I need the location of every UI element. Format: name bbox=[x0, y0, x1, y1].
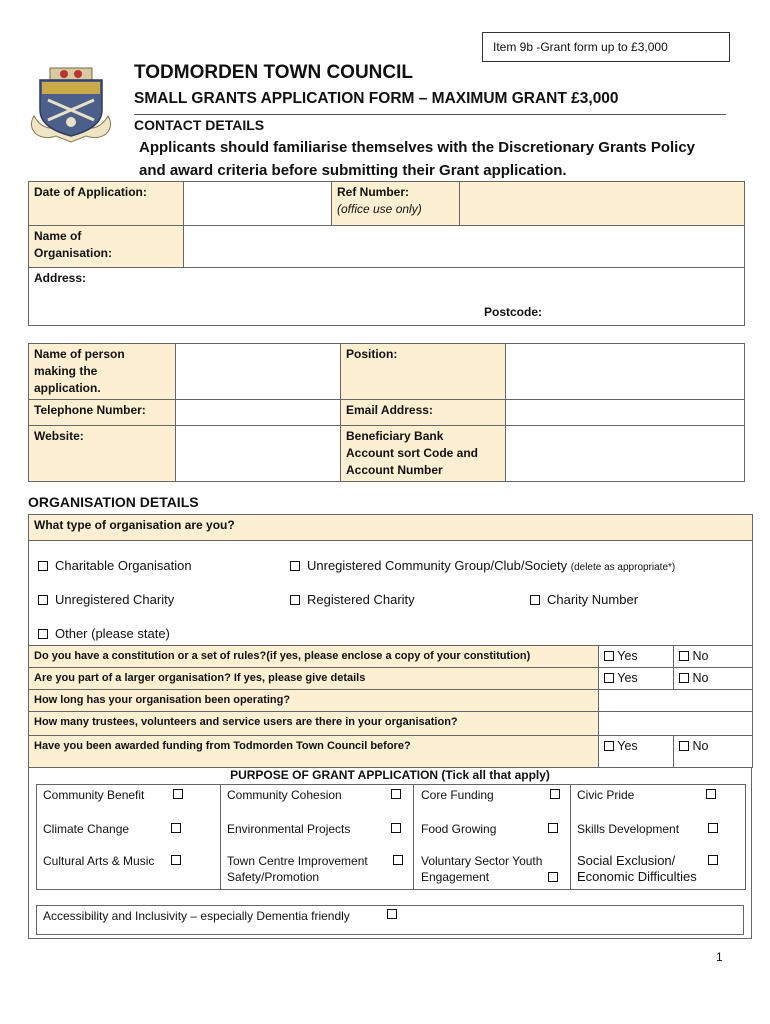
ref-office-note: (office use only) bbox=[337, 202, 422, 216]
checkbox-icon[interactable] bbox=[604, 673, 614, 683]
person-label-line2: making the bbox=[34, 364, 98, 378]
form-title: SMALL GRANTS APPLICATION FORM – MAXIMUM GRANT £3,000 bbox=[134, 90, 619, 107]
council-crest-icon bbox=[26, 64, 116, 144]
purpose-community-cohesion[interactable]: Community Cohesion bbox=[227, 788, 342, 802]
purpose-social-exclusion[interactable]: Social Exclusion/ Economic Difficulties bbox=[577, 853, 697, 884]
org-type-options bbox=[29, 541, 753, 646]
intro-line-2: and award criteria before submitting their Grant application. bbox=[139, 162, 567, 179]
person-field[interactable] bbox=[176, 344, 341, 400]
person-label-line1: Name of person bbox=[34, 347, 125, 361]
funded-before-no[interactable]: No bbox=[674, 736, 753, 768]
email-field[interactable] bbox=[506, 400, 745, 426]
bank-label bbox=[341, 426, 506, 482]
applicant-table bbox=[28, 343, 745, 482]
option-other[interactable]: Other (please state) bbox=[38, 625, 170, 642]
intro-text bbox=[139, 136, 739, 182]
purpose-town-centre[interactable]: Town Centre Improvement Safety/Promotion bbox=[227, 854, 368, 884]
org-name-label-line1: Name of bbox=[34, 229, 82, 243]
bank-field[interactable] bbox=[506, 426, 745, 482]
intro-line-1: Applicants should familiarise themselves with the Discretionary Grants Policy bbox=[139, 139, 696, 156]
checkbox-icon[interactable] bbox=[391, 823, 401, 833]
larger-org-question: Are you part of a larger organisation? If yes, please give details bbox=[29, 668, 599, 690]
council-name: TODMORDEN TOWN COUNCIL bbox=[134, 62, 414, 83]
purpose-core-funding[interactable]: Core Funding bbox=[421, 788, 494, 802]
org-name-label bbox=[29, 226, 184, 268]
funded-before-yes[interactable]: Yes bbox=[599, 736, 674, 768]
option-unregistered-group[interactable]: Unregistered Community Group/Club/Society (delete as appropriate*) bbox=[290, 557, 675, 576]
funded-before-question: Have you been awarded funding from Todmorden Town Council before? bbox=[29, 736, 599, 768]
bank-label-line3: Account Number bbox=[346, 463, 443, 477]
checkbox-icon[interactable] bbox=[550, 789, 560, 799]
purpose-voluntary-youth[interactable]: Voluntary Sector Youth Engagement bbox=[421, 854, 543, 884]
header-divider bbox=[134, 114, 726, 115]
checkbox-icon[interactable] bbox=[387, 909, 397, 919]
option-unregistered-charity[interactable]: Unregistered Charity bbox=[38, 591, 174, 608]
org-name-label-line2: Organisation: bbox=[34, 246, 113, 260]
how-long-field[interactable] bbox=[599, 690, 753, 712]
checkbox-icon[interactable] bbox=[38, 595, 48, 605]
purpose-col-divider-3 bbox=[570, 785, 571, 889]
organisation-table bbox=[28, 514, 753, 768]
checkbox-icon[interactable] bbox=[708, 855, 718, 865]
constitution-yes[interactable]: Yes bbox=[599, 646, 674, 668]
checkbox-icon[interactable] bbox=[706, 789, 716, 799]
org-type-question: What type of organisation are you? bbox=[29, 515, 753, 541]
ref-number-label bbox=[332, 182, 460, 226]
checkbox-icon[interactable] bbox=[171, 823, 181, 833]
ref-number-text: Ref Number: bbox=[337, 185, 410, 199]
email-label: Email Address: bbox=[341, 400, 506, 426]
checkbox-icon[interactable] bbox=[530, 595, 540, 605]
checkbox-icon[interactable] bbox=[708, 823, 718, 833]
checkbox-icon[interactable] bbox=[173, 789, 183, 799]
person-label-line3: application. bbox=[34, 381, 101, 395]
person-label bbox=[29, 344, 176, 400]
constitution-question: Do you have a constitution or a set of rules?(if yes, please enclose a copy of your constitution) bbox=[29, 646, 599, 668]
how-long-question: How long has your organisation been operating? bbox=[29, 690, 599, 712]
delete-note: (delete as appropriate*) bbox=[570, 562, 676, 573]
item-reference-box: Item 9b -Grant form up to £3,000 bbox=[482, 32, 730, 62]
website-label: Website: bbox=[29, 426, 176, 482]
larger-org-no[interactable]: No bbox=[674, 668, 753, 690]
option-charity-number[interactable]: Charity Number bbox=[530, 591, 638, 608]
checkbox-icon[interactable] bbox=[548, 823, 558, 833]
purpose-civic-pride[interactable]: Civic Pride bbox=[577, 788, 635, 802]
purpose-food-growing[interactable]: Food Growing bbox=[421, 822, 497, 836]
address-field[interactable] bbox=[29, 268, 745, 326]
checkbox-icon[interactable] bbox=[290, 595, 300, 605]
checkbox-icon[interactable] bbox=[290, 561, 300, 571]
how-many-question: How many trustees, volunteers and service users are there in your organisation? bbox=[29, 712, 599, 736]
purpose-cultural-arts[interactable]: Cultural Arts & Music bbox=[43, 854, 155, 868]
how-many-field[interactable] bbox=[599, 712, 753, 736]
option-charitable[interactable]: Charitable Organisation bbox=[38, 557, 192, 574]
ref-number-field bbox=[460, 182, 745, 226]
checkbox-icon[interactable] bbox=[604, 651, 614, 661]
purpose-heading: PURPOSE OF GRANT APPLICATION (Tick all that apply) bbox=[230, 768, 550, 782]
checkbox-icon[interactable] bbox=[393, 855, 403, 865]
larger-org-yes[interactable]: Yes bbox=[599, 668, 674, 690]
postcode-label: Postcode: bbox=[484, 305, 543, 319]
bank-label-line1: Beneficiary Bank bbox=[346, 429, 444, 443]
purpose-community-benefit[interactable]: Community Benefit bbox=[43, 788, 145, 802]
checkbox-icon[interactable] bbox=[391, 789, 401, 799]
telephone-field[interactable] bbox=[176, 400, 341, 426]
checkbox-icon[interactable] bbox=[679, 741, 689, 751]
checkbox-icon[interactable] bbox=[604, 741, 614, 751]
purpose-accessibility[interactable]: Accessibility and Inclusivity – especially Dementia friendly bbox=[43, 909, 350, 923]
purpose-environmental-projects[interactable]: Environmental Projects bbox=[227, 822, 351, 836]
option-registered-charity[interactable]: Registered Charity bbox=[290, 591, 415, 608]
date-field[interactable] bbox=[184, 182, 332, 226]
org-name-field[interactable] bbox=[184, 226, 745, 268]
purpose-skills-development[interactable]: Skills Development bbox=[577, 822, 680, 836]
contact-details-heading: CONTACT DETAILS bbox=[134, 117, 265, 133]
website-field[interactable] bbox=[176, 426, 341, 482]
purpose-col-divider-2 bbox=[413, 785, 414, 889]
checkbox-icon[interactable] bbox=[679, 673, 689, 683]
constitution-no[interactable]: No bbox=[674, 646, 753, 668]
address-label: Address: bbox=[34, 271, 87, 285]
purpose-col-divider-1 bbox=[220, 785, 221, 889]
bank-label-line2: Account sort Code and bbox=[346, 446, 479, 460]
purpose-climate-change[interactable]: Climate Change bbox=[43, 822, 130, 836]
organisation-details-heading: ORGANISATION DETAILS bbox=[28, 494, 199, 510]
checkbox-icon[interactable] bbox=[171, 855, 181, 865]
position-label: Position: bbox=[341, 344, 506, 400]
checkbox-icon[interactable] bbox=[548, 872, 558, 882]
date-label: Date of Application: bbox=[29, 182, 184, 226]
checkbox-icon[interactable] bbox=[38, 561, 48, 571]
contact-table bbox=[28, 181, 745, 326]
checkbox-icon[interactable] bbox=[38, 629, 48, 639]
position-field[interactable] bbox=[506, 344, 745, 400]
checkbox-icon[interactable] bbox=[679, 651, 689, 661]
telephone-label: Telephone Number: bbox=[29, 400, 176, 426]
page-number: 1 bbox=[716, 950, 723, 964]
